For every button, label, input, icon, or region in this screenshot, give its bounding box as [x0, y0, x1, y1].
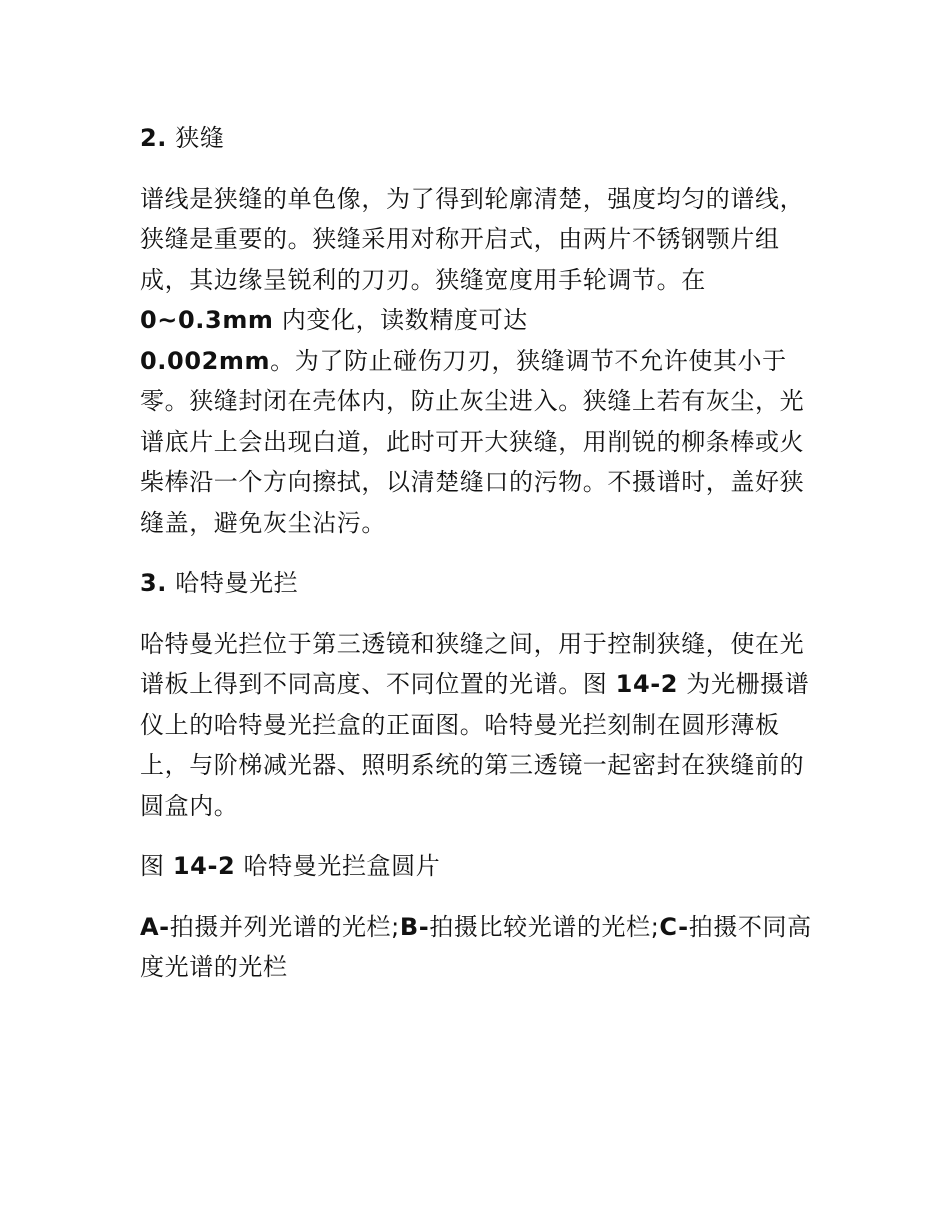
document-body	[140, 118, 812, 988]
reading-precision: 0.002mm	[140, 346, 271, 375]
paragraph-slit-description	[140, 179, 812, 544]
figure-number: 14-2	[172, 852, 236, 880]
figure-caption	[140, 846, 812, 887]
figure-reference: 14-2	[615, 670, 679, 698]
legend-key-a: A-	[140, 912, 170, 941]
slit-width-range: 0~0.3mm	[140, 306, 274, 334]
legend-key-c: C-	[659, 912, 689, 941]
paragraph-text: 。为了防止碰伤刀刃，狭缝调节不允许使其小于零。狭缝封闭在壳体内，防止灰尘进入。狭缝上若有灰尘，光谱底片上会出现白道，此时可开大狭缝，用削锐的柳条棒或火柴棒沿一个方向擦拭，以清楚缝口的污物。不摄谱时，盖好狭缝盖，避免灰尘沾污。	[140, 346, 805, 537]
legend-text-b: 拍摄比较光谱的光栏;	[429, 912, 660, 941]
figure-caption-title: 哈特曼光拦盒圆片	[235, 852, 441, 880]
figure-caption-prefix: 图	[140, 852, 173, 880]
section-title: 哈特曼光拦	[175, 569, 299, 597]
legend-text-a: 拍摄并列光谱的光栏;	[169, 912, 400, 941]
paragraph-text: 谱线是狭缝的单色像，为了得到轮廓清楚，强度均匀的谱线，狭缝是重要的。狭缝采用对称开启式，由两片不锈钢颚片组成，其边缘呈锐利的刀刃。狭缝宽度用手轮调节。在	[140, 184, 805, 294]
figure-legend	[140, 907, 812, 988]
paragraph-text: 内变化，读数精度可达	[273, 306, 528, 334]
legend-text-c: 拍摄不同高度光谱的光栏	[140, 912, 812, 981]
section-title: 狭缝	[175, 124, 225, 152]
paragraph-hartmann-description	[140, 624, 812, 827]
paragraph-text: 为光栅摄谱仪上的哈特曼光拦盒的正面图。哈特曼光拦刻制在圆形薄板上，与阶梯减光器、照明系统的第三透镜一起密封在狭缝前的圆盒内。	[140, 670, 810, 820]
section-number: 2.	[140, 124, 168, 152]
paragraph-text: 哈特曼光拦位于第三透镜和狭缝之间，用于控制狭缝，使在光谱板上得到不同高度、不同位置的光谱。图	[140, 629, 805, 698]
section-number: 3.	[140, 569, 168, 597]
legend-key-b: B-	[399, 912, 430, 941]
section-heading-slit	[140, 118, 812, 159]
section-heading-hartmann	[140, 563, 812, 604]
